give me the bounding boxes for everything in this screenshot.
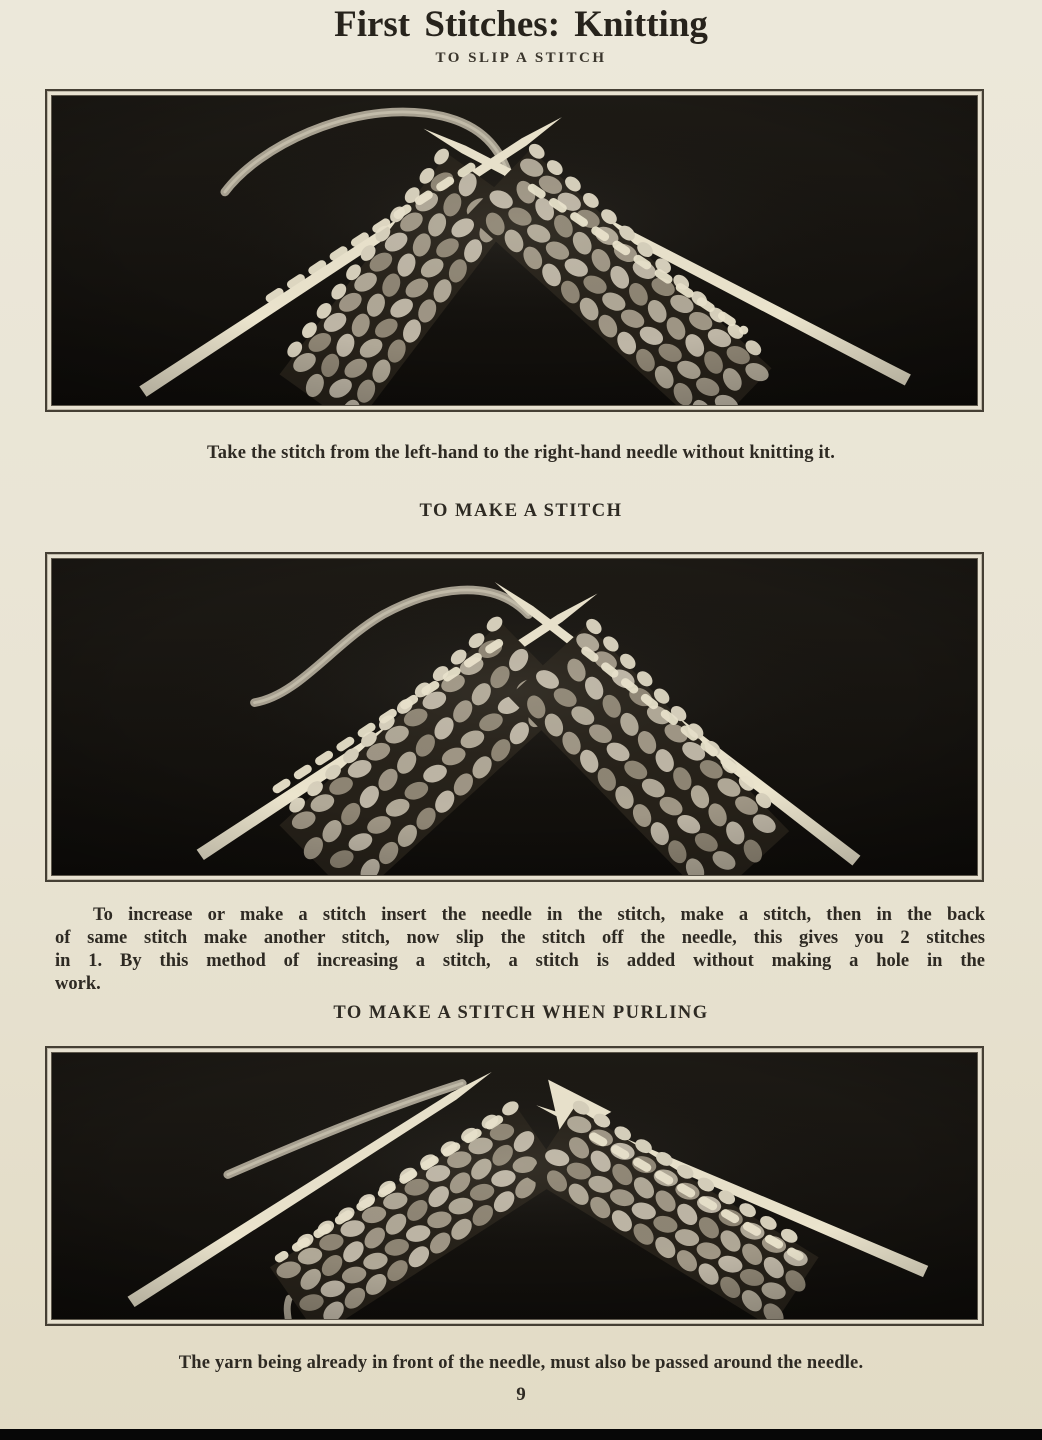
knitting-photo-purl-stitch <box>51 1052 978 1320</box>
knitting-photo-slip-stitch <box>51 95 978 406</box>
figure-caption-purl-stitch: The yarn being already in front of the needle, must also be passed around the needle. <box>178 1353 864 1373</box>
scan-edge-bar <box>0 1429 1042 1440</box>
plate-slip-stitch <box>45 89 984 412</box>
page-title: First Stitches: Knitting <box>334 4 708 45</box>
section-heading-slip-stitch: TO SLIP A STITCH <box>435 50 607 66</box>
figure-caption-paragraph <box>55 904 985 996</box>
paragraph-line: work. <box>55 974 101 994</box>
plate-purl-stitch <box>45 1046 984 1326</box>
knitting-photo-make-stitch <box>51 558 978 876</box>
paragraph-line: of same stitch make another stitch, now slip the stitch off the needle, this gives you 2 stitches <box>55 928 985 948</box>
section-heading-make-stitch: TO MAKE A STITCH <box>419 501 623 521</box>
page-number: 9 <box>516 1384 526 1405</box>
figure-caption-slip-stitch: Take the stitch from the left-hand to the right-hand needle without knitting it. <box>206 443 836 463</box>
section-heading-purl-stitch: TO MAKE A STITCH WHEN PURLING <box>333 1003 709 1023</box>
paragraph-line: To increase or make a stitch insert the needle in the stitch, make a stitch, then in the back <box>93 905 985 925</box>
paragraph-line: in 1. By this method of increasing a stitch, a stitch is added without making a hole in the <box>55 951 985 971</box>
plate-make-stitch <box>45 552 984 882</box>
